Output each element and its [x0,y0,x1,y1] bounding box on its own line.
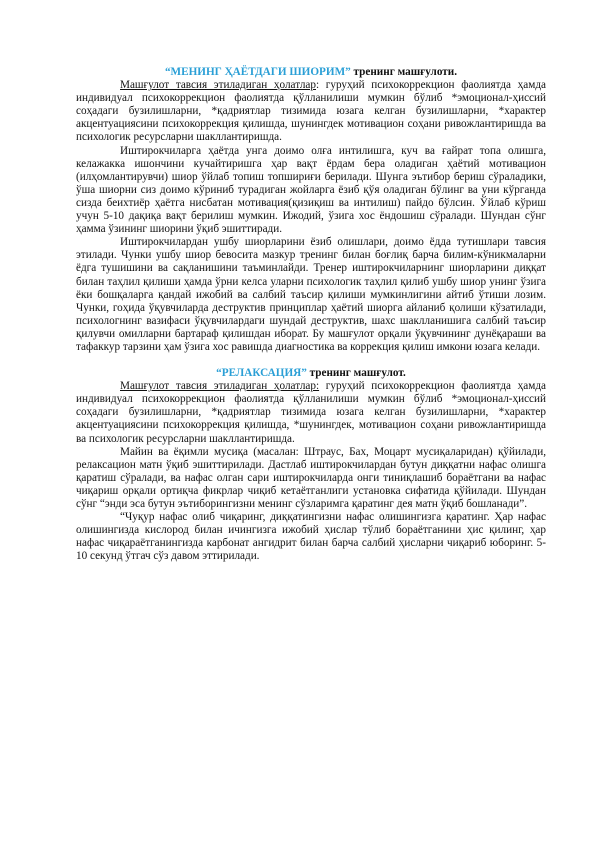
body-paragraph: Майин ва ёқимли мусиқа (масалан: Штраус, Бах, Моцарт мусиқаларидан) қўйилади, релаксацион матн ўқиб эшиттирилади. Дастлаб иштирокчилардан бутун диққатни нафас олишга қаратиш сўралади, ва нафас олган сари иштирокчиларда онги тиниқлашиб бораётгани ва нафас чиқариш орқали ортиқча фикрлар чиқиб кетаётганлиги установка сифатида қўйилади. Шундан сўнг “энди эса бутун эътиборингизни менинг сўзларимга қаратинг дея матн ўқиб бошланади”. [76,445,546,510]
situation-paragraph [76,79,546,144]
document-page [76,66,546,563]
section-title-motto [76,66,546,79]
body-paragraph: “Чуқур нафас олиб чиқаринг, диққатингизни нафас олишингизга қаратинг. Ҳар нафас олишингизда кислород билан ичингизга ижобий ҳислар тўлиб бораётганини ҳис қилинг, ҳар нафас чиқараётганингизда карбонат ангидрит билан барча салбий ҳисларни чиқариб юборинг. 5-10 секунд ўтгач сўз давом эттирилади. [76,511,546,563]
situation-paragraph [76,380,546,445]
title-accent: “МЕНИНГ ҲАЁТДАГИ ШИОРИМ” [164,66,351,78]
section-gap [76,354,546,367]
situation-text: гуруҳий психокоррекцион фаолиятда ҳамда индивидуал психокоррекцион фаолиятда қўлланилиши мумкин бўлиб *эмоционал-ҳиссий соҳадаги бузилишларни, *қадриятлар тизимида юзага келган бузилишларни, *характер акцентуациясини психокоррекция қилишда, *шунингдек, мотивацион соҳани ривожлантиришда ва психологик ресурсларни шакллантиришда. [76,380,546,445]
situation-label: Машғулот тавсия этиладиган ҳолатлар: [120,380,320,393]
section-title-relaxation [76,367,546,380]
title-rest: тренинг машғулот. [306,367,406,380]
title-accent: “РЕЛАКСАЦИЯ” [216,367,307,380]
body-paragraph: Иштирокчиларга ҳаётда унга доимо олға интилишга, куч ва ғайрат топа олишга, келажакка ишончини кучайтиришга ҳар вақт ёрдам бера оладиган ҳаётий мотивацион (илҳомлантирувчи) шиор ўйлаб топиш топшириғи берилади. Шунга эътибор бериш сўраладики, ўша шиорни сиз доимо кўриниб турадиган жойларга ёзиб қўя оладиган бўлинг ва уни кўрганда сизда беихтиёр ҳаётга нисбатан мотивация(қизиқиш ва интилиш) пайдо бўлсин. Ўйлаб кўриш учун 5-10 дақиқа вақт берилиш мумкин. Ижодий, ўзига хос ёндошиш сўралади. Шундан сўнг ҳамма ўзининг шиорини ўқиб эшиттиради. [76,144,546,236]
body-paragraph: Иштирокчилардан ушбу шиорларини ёзиб олишлари, доимо ёдда тутишлари тавсия этилади. Чунки ушбу шиор бевосита мазкур тренинг билан боғлиқ барча билим-кўникмаларни ёдга тушишини ва сақланишини таъминлайди. Тренер иштирокчиларнинг шиорларини диққат билан таҳлил қилиши ҳамда ўрни келса уларни психологик таҳлил қилиб ушбу шиор унинг ўзига ёки бошқаларга қандай ижобий ва салбий таъсир қилиши мумкинлигини айтиб ўтиши лозим. Чунки, гоҳида ўқувчиларда деструктив принциплар ҳаётий шиорга айланиб қолиши кўзатилади, психологнинг вазифаси ўқувчилардаги шундай деструктив, шахс шаклланишига салбий таъсир қилувчи омилларни бартараф қилишдан иборат. Бу машғулот орқали ўқувчининг дунёқараши ва тафаккур тарзини ҳам ўзига хос равишда диагностика ва коррекция қилиш имкони юзага келади. [76,236,546,353]
situation-label: Машғулот тавсия этиладиган ҳолатлар [120,79,316,92]
situation-text: : гуруҳий психокоррекцион фаолиятда ҳамда индивидуал психокоррекцион фаолиятда қўлланилиши мумкин бўлиб *эмоционал-ҳиссий соҳадаги бузилишларни, *қадриятлар тизимида юзага келган бузилишларни, *характер акцентуациясини психокоррекция қилишда, шунингдек мотивацион соҳани ривожлантиришда ва психологик ресурсларни шакллантиришда. [76,79,546,144]
title-rest: тренинг машғулоти. [350,66,458,78]
